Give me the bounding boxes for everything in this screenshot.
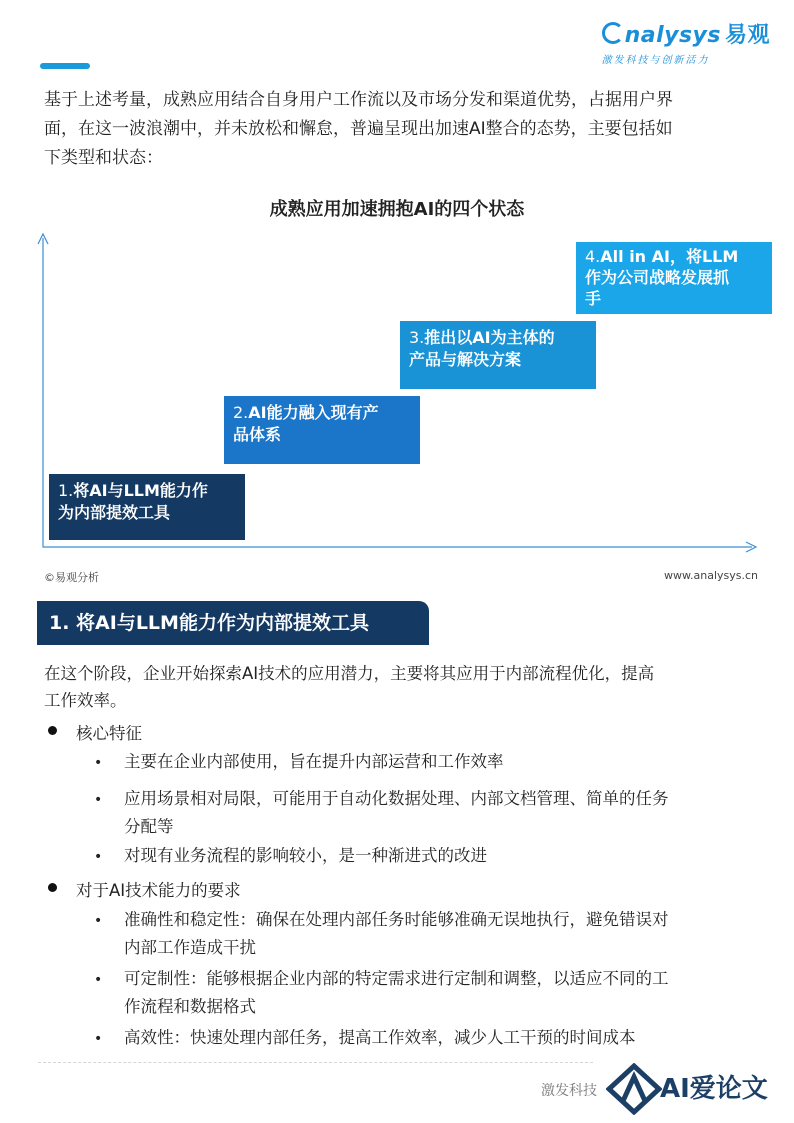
ai-logo-icon [606, 1063, 662, 1115]
intro-line-1: 基于上述考量，成熟应用结合自身用户工作流以及市场分发和渠道优势，占据用户界 [44, 90, 673, 110]
step-4-box [576, 242, 772, 314]
footer-divider [38, 1062, 593, 1063]
group-1-item-1-line-1: 主要在企业内部使用，旨在提升内部运营和工作效率 [124, 752, 504, 771]
chart-title: 成熟应用加速拥抱AI的四个状态 [269, 199, 525, 220]
bullet-small-icon: • [94, 755, 103, 771]
logo-slogan: 激发科技与创新活力 [601, 55, 710, 66]
footer-badge-text: AI爱论文 [660, 1074, 768, 1104]
step-1-line-1: 将AI与LLM能力作 [73, 481, 208, 500]
bullet-small-icon: • [94, 972, 103, 988]
step-3-line-1: 推出以AI为主体的 [424, 328, 555, 347]
step-2-line-2: 品体系 [233, 425, 282, 444]
logo-text: nalysys [624, 23, 721, 48]
logo-cn: 易观 [724, 23, 770, 48]
step-2-box [224, 396, 420, 464]
bullet-small-icon: • [94, 792, 103, 808]
step-2-line-1: AI能力融入现有产 [248, 403, 379, 422]
bullet-dot-icon [48, 883, 57, 892]
intro-line-2: 面，在这一波浪潮中，并未放松和懈怠，普遍呈现出加速AI整合的态势，主要包括如 [44, 119, 673, 139]
step-3-box [400, 321, 596, 389]
step-4-line-1: All in AI，将LLM [600, 247, 739, 266]
group-1-heading: 核心特征 [76, 724, 142, 743]
group-1-item-2-line-2: 分配等 [124, 817, 174, 836]
step-4-number: 4. [585, 247, 601, 266]
step-1-number: 1. [58, 481, 74, 500]
bullet-small-icon: • [94, 913, 103, 929]
intro-line-3: 下类型和状态： [44, 148, 163, 168]
group-1-item-1 [124, 748, 754, 776]
group-2-item-3 [124, 1024, 754, 1052]
bullet-dot-icon [48, 726, 57, 735]
step-2-number: 2. [233, 403, 249, 422]
group-1-item-3-line-1: 对现有业务流程的影响较小，是一种渐进式的改进 [124, 846, 487, 865]
section-title: 1. 将AI与LLM能力作为内部提效工具 [37, 601, 429, 645]
group-2-item-1-line-2: 内部工作造成干扰 [124, 938, 256, 957]
section-description [44, 660, 764, 714]
group-2-item-2 [124, 965, 754, 1021]
bullet-small-icon: • [94, 849, 103, 865]
group-2-item-2-line-2: 作流程和数据格式 [124, 997, 256, 1016]
step-4-line-2: 作为公司战略发展抓 [585, 268, 730, 287]
group-2-item-3-line-1: 高效性：快速处理内部任务，提高工作效率，减少人工干预的时间成本 [124, 1028, 636, 1047]
group-2-item-1-line-1: 准确性和稳定性：确保在处理内部任务时能够准确无误地执行，避免错误对 [124, 910, 669, 929]
step-3-number: 3. [409, 328, 425, 347]
footer-text: 激发科技 [541, 1083, 597, 1099]
group-2-heading: 对于AI技术能力的要求 [76, 881, 241, 900]
chart-source-right: www.analysys.cn [664, 569, 758, 582]
chart-source-left: ©易观分析 [44, 571, 99, 584]
step-1-box [49, 474, 245, 540]
bullet-small-icon: • [94, 1031, 103, 1047]
group-2-item-1 [124, 906, 754, 962]
group-1-item-2 [124, 785, 754, 841]
step-3-line-2: 产品与解决方案 [409, 350, 522, 369]
section-desc-line-2: 工作效率。 [44, 691, 127, 710]
group-1-item-2-line-1: 应用场景相对局限，可能用于自动化数据处理、内部文档管理、简单的任务 [124, 789, 669, 808]
step-1-line-2: 为内部提效工具 [58, 503, 171, 522]
group-2-item-2-line-1: 可定制性：能够根据企业内部的特定需求进行定制和调整，以适应不同的工 [124, 969, 669, 988]
section-desc-line-1: 在这个阶段，企业开始探索AI技术的应用潜力，主要将其应用于内部流程优化，提高 [44, 664, 655, 683]
group-1-item-3 [124, 842, 754, 870]
step-4-line-3: 手 [585, 289, 602, 308]
